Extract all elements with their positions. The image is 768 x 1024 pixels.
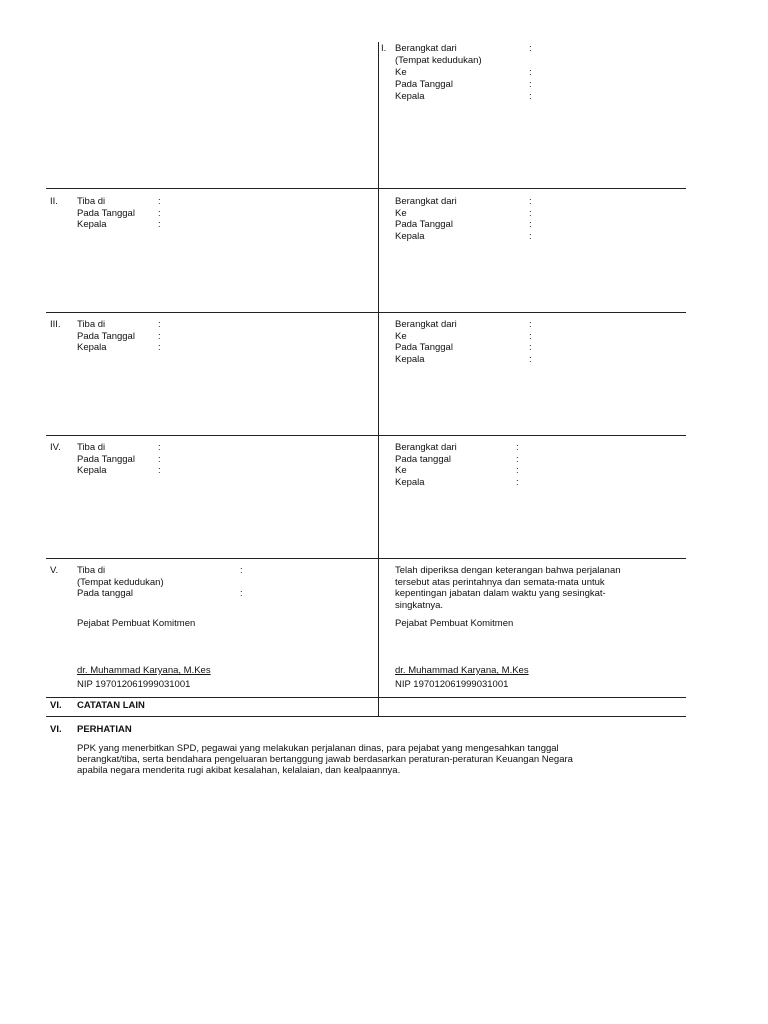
row-divider-5 xyxy=(46,697,686,698)
colon: : xyxy=(529,43,532,54)
perhatian-line-3: apabila negara menderita rugi akibat kesalahan, kelalaian, dan kealpaannya. xyxy=(77,765,401,776)
signer-name: dr. Muhammad Karyana, M.Kes xyxy=(395,665,529,676)
statement-line-3: kepentingan jabatan dalam waktu yang sesingkat- xyxy=(395,588,606,599)
colon: : xyxy=(529,331,532,342)
colon: : xyxy=(529,319,532,330)
colon: : xyxy=(240,565,243,576)
ppk-role-label: Pejabat Pembuat Komitmen xyxy=(77,618,196,629)
kepala-label: Kepala xyxy=(395,477,425,488)
tiba-di-label: Tiba di xyxy=(77,442,106,453)
ke-label: Ke xyxy=(395,465,407,476)
colon: : xyxy=(516,477,519,488)
kepala-label: Kepala xyxy=(395,354,425,365)
colon: : xyxy=(158,465,161,476)
statement-line-2: tersebut atas perintahnya dan semata-mata untuk xyxy=(395,577,605,588)
colon: : xyxy=(529,91,532,102)
section-2-number: II. xyxy=(50,196,58,207)
perhatian-label: PERHATIAN xyxy=(77,724,132,735)
colon: : xyxy=(240,588,243,599)
tiba-di-label: Tiba di xyxy=(77,565,106,576)
signer-name: dr. Muhammad Karyana, M.Kes xyxy=(77,665,211,676)
ke-label: Ke xyxy=(395,208,407,219)
kepala-label: Kepala xyxy=(77,342,107,353)
colon: : xyxy=(158,342,161,353)
colon: : xyxy=(529,231,532,242)
colon: : xyxy=(158,219,161,230)
berangkat-dari-label: Berangkat dari xyxy=(395,442,457,453)
row-divider-3 xyxy=(46,435,686,436)
colon: : xyxy=(158,319,161,330)
pada-tanggal-label: Pada tanggal xyxy=(395,454,451,465)
row-divider-2 xyxy=(46,312,686,313)
berangkat-dari-label: Berangkat dari xyxy=(395,196,457,207)
colon: : xyxy=(529,79,532,90)
colon: : xyxy=(529,196,532,207)
section-5-number: V. xyxy=(50,565,59,576)
section-4-number: IV. xyxy=(50,442,61,453)
pada-tanggal-label: Pada tanggal xyxy=(77,588,133,599)
berangkat-dari-label: Berangkat dari xyxy=(395,319,457,330)
tempat-kedudukan-label: (Tempat kedudukan) xyxy=(395,55,482,66)
tiba-di-label: Tiba di xyxy=(77,319,106,330)
row-divider-4 xyxy=(46,558,686,559)
colon: : xyxy=(529,342,532,353)
pada-tanggal-label: Pada Tanggal xyxy=(395,79,453,90)
pada-tanggal-label: Pada Tanggal xyxy=(395,219,453,230)
pada-tanggal-label: Pada Tanggal xyxy=(77,454,135,465)
colon: : xyxy=(158,442,161,453)
kepala-label: Kepala xyxy=(395,231,425,242)
colon: : xyxy=(516,465,519,476)
colon: : xyxy=(158,454,161,465)
statement-line-4: singkatnya. xyxy=(395,600,444,611)
colon: : xyxy=(516,442,519,453)
ke-label: Ke xyxy=(395,331,407,342)
row-divider-6 xyxy=(46,716,686,717)
colon: : xyxy=(158,208,161,219)
colon: : xyxy=(516,454,519,465)
center-divider xyxy=(378,42,379,716)
perhatian-line-2: berangkat/tiba, serta bendahara pengeluaran bertanggung jawab berdasarkan peraturan-peraturan Keuangan Negara xyxy=(77,754,573,765)
pada-tanggal-label: Pada Tanggal xyxy=(77,331,135,342)
tiba-di-label: Tiba di xyxy=(77,196,106,207)
ppk-role-label: Pejabat Pembuat Komitmen xyxy=(395,618,514,629)
section-1-number: I. xyxy=(381,43,387,54)
tempat-kedudukan-label: (Tempat kedudukan) xyxy=(77,577,164,588)
perhatian-line-1: PPK yang menerbitkan SPD, pegawai yang melakukan perjalanan dinas, para pejabat yang mengesahkan tanggal xyxy=(77,743,559,754)
colon: : xyxy=(529,208,532,219)
colon: : xyxy=(529,354,532,365)
pada-tanggal-label: Pada Tanggal xyxy=(77,208,135,219)
catatan-label: CATATAN LAIN xyxy=(77,700,145,711)
berangkat-dari-label: Berangkat dari xyxy=(395,43,457,54)
row-divider-1 xyxy=(46,188,686,189)
catatan-number: VI. xyxy=(50,700,62,711)
signer-nip: NIP 197012061999031001 xyxy=(77,679,191,690)
kepala-label: Kepala xyxy=(395,91,425,102)
colon: : xyxy=(158,196,161,207)
statement-line-1: Telah diperiksa dengan keterangan bahwa perjalanan xyxy=(395,565,621,576)
colon: : xyxy=(529,67,532,78)
kepala-label: Kepala xyxy=(77,219,107,230)
colon: : xyxy=(529,219,532,230)
pada-tanggal-label: Pada Tanggal xyxy=(395,342,453,353)
ke-label: Ke xyxy=(395,67,407,78)
perhatian-number: VI. xyxy=(50,724,62,735)
section-3-number: III. xyxy=(50,319,61,330)
signer-nip: NIP 197012061999031001 xyxy=(395,679,509,690)
kepala-label: Kepala xyxy=(77,465,107,476)
colon: : xyxy=(158,331,161,342)
